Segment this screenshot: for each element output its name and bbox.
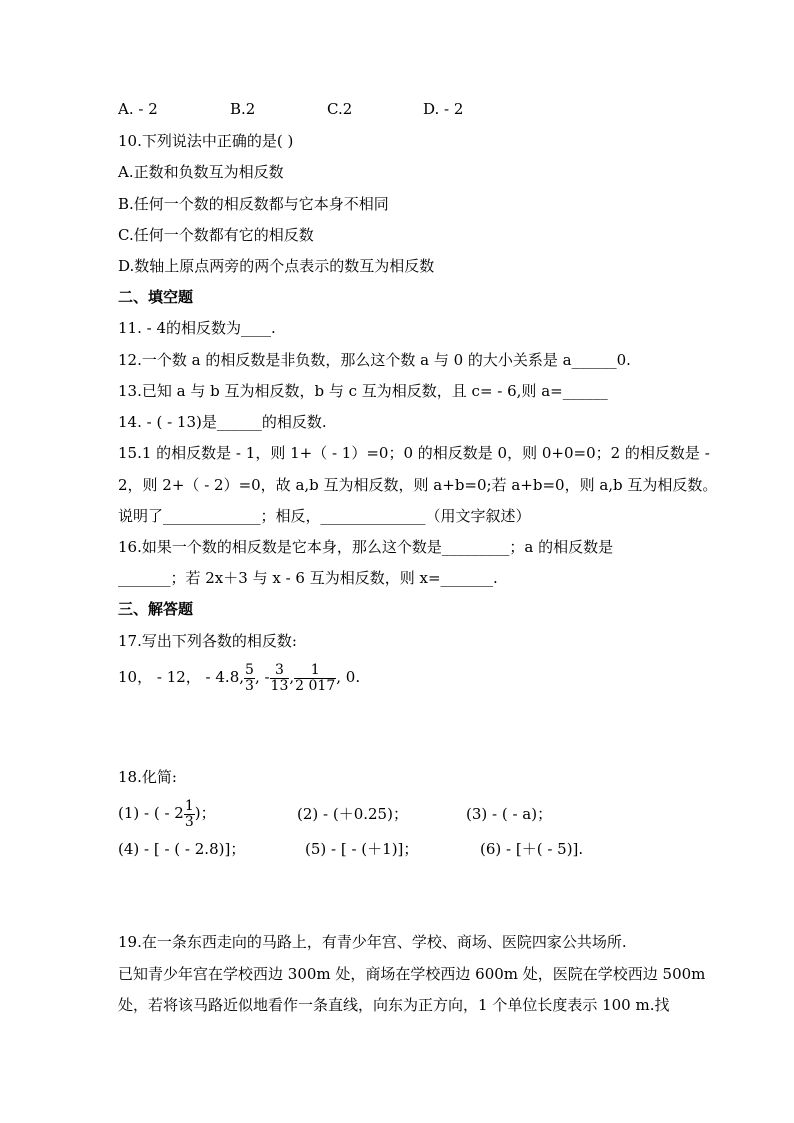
q16-line-2: _______；若 2x＋3 与 x - 6 互为相反数，则 x=_______. [118, 569, 498, 587]
q11: 11. - 4的相反数为____. [118, 319, 276, 337]
q18-stem: 18.化简: [118, 768, 177, 786]
q17-fraction-1-denominator: 3 [245, 677, 254, 694]
q18-part-1 [118, 796, 216, 830]
q13: 13.已知 a 与 b 互为相反数，b 与 c 互为相反数，且 c= - 6,则 a=______ [118, 382, 608, 400]
q12: 12.一个数 a 的相反数是非负数，那么这个数 a 与 0 的大小关系是 a______0. [118, 351, 631, 369]
q15-line-3: 说明了_____________；相反，______________（用文字叙述） [118, 507, 531, 525]
q15-line-2: 2，则 2+（ - 2）=0，故 a,b 互为相反数，则 a+b=0;若 a+b=0，则 a,b 互为相反数。 [118, 476, 718, 494]
q17-suffix: , 0. [336, 668, 361, 686]
q17-sep-2: , [289, 668, 295, 686]
q18-part-3: (3) - ( - a)； [466, 805, 553, 823]
q10-stem: 10.下列说法中正确的是( ) [118, 132, 294, 150]
q17-fraction-2-denominator: 13 [270, 677, 289, 694]
q18-part-1-denominator: 3 [184, 813, 194, 830]
q10-option-a: A.正数和负数互为相反数 [118, 163, 284, 181]
q9-option-a: A. - 2 [118, 100, 158, 118]
q19-line-2: 已知青少年宫在学校西边 300m 处，商场在学校西边 600m 处，医院在学校西边 500m [118, 965, 706, 983]
q17-fraction-1 [244, 663, 255, 694]
q10-option-d: D.数轴上原点两旁的两个点表示的数互为相反数 [118, 257, 435, 275]
q17-fraction-3-numerator: 1 [294, 663, 336, 679]
q15-line-1: 15.1 的相反数是 - 1，则 1+（ - 1）=0；0 的相反数是 0，则 0+0=0；2 的相反数是 - [118, 444, 710, 462]
section-answer-title: 三、解答题 [118, 600, 194, 618]
q17-numbers [118, 660, 360, 694]
q10-option-b: B.任何一个数的相反数都与它本身不相同 [118, 195, 389, 213]
q18-part-6: (6) - [＋( - 5)]. [480, 840, 584, 858]
q14: 14. - ( - 13)是______的相反数. [118, 413, 327, 431]
section-fill-in-title: 二、填空题 [118, 288, 194, 306]
q9-option-c: C.2 [327, 100, 353, 118]
q17-fraction-2 [270, 663, 290, 694]
q17-sep-1: , - [254, 668, 270, 686]
q18-part-5: (5) - [ - (＋1)]； [305, 840, 419, 858]
q17-fraction-1-numerator: 5 [245, 661, 254, 678]
q19-line-3: 处，若将该马路近似地看作一条直线，向东为正方向，1 个单位长度表示 100 m.找 [118, 996, 670, 1014]
q17-fraction-2-numerator: 3 [270, 663, 290, 679]
q9-option-d: D. - 2 [423, 100, 464, 118]
q17-fraction-3-denominator: 2 017 [295, 677, 336, 694]
q18-part-4: (4) - [ - ( - 2.8)]； [118, 840, 246, 858]
q18-part-1-numerator: 1 [184, 797, 194, 814]
q18-part-1-suffix: )； [194, 804, 216, 822]
q17-stem: 17.写出下列各数的相反数: [118, 632, 297, 650]
q18-part-1-prefix: (1) - ( - 2 [118, 804, 184, 822]
q18-part-2: (2) - (＋0.25)； [297, 805, 408, 823]
q18-part-1-fraction [184, 799, 195, 830]
q19-line-1: 19.在一条东西走向的马路上，有青少年宫、学校、商场、医院四家公共场所. [118, 933, 627, 951]
q9-option-b: B.2 [230, 100, 256, 118]
q16-line-1: 16.如果一个数的相反数是它本身，那么这个数是_________；a 的相反数是 [118, 538, 614, 556]
q17-prefix: 10， - 12， - 4.8, [118, 668, 245, 686]
q17-fraction-3 [294, 663, 336, 694]
q10-option-c: C.任何一个数都有它的相反数 [118, 226, 314, 244]
